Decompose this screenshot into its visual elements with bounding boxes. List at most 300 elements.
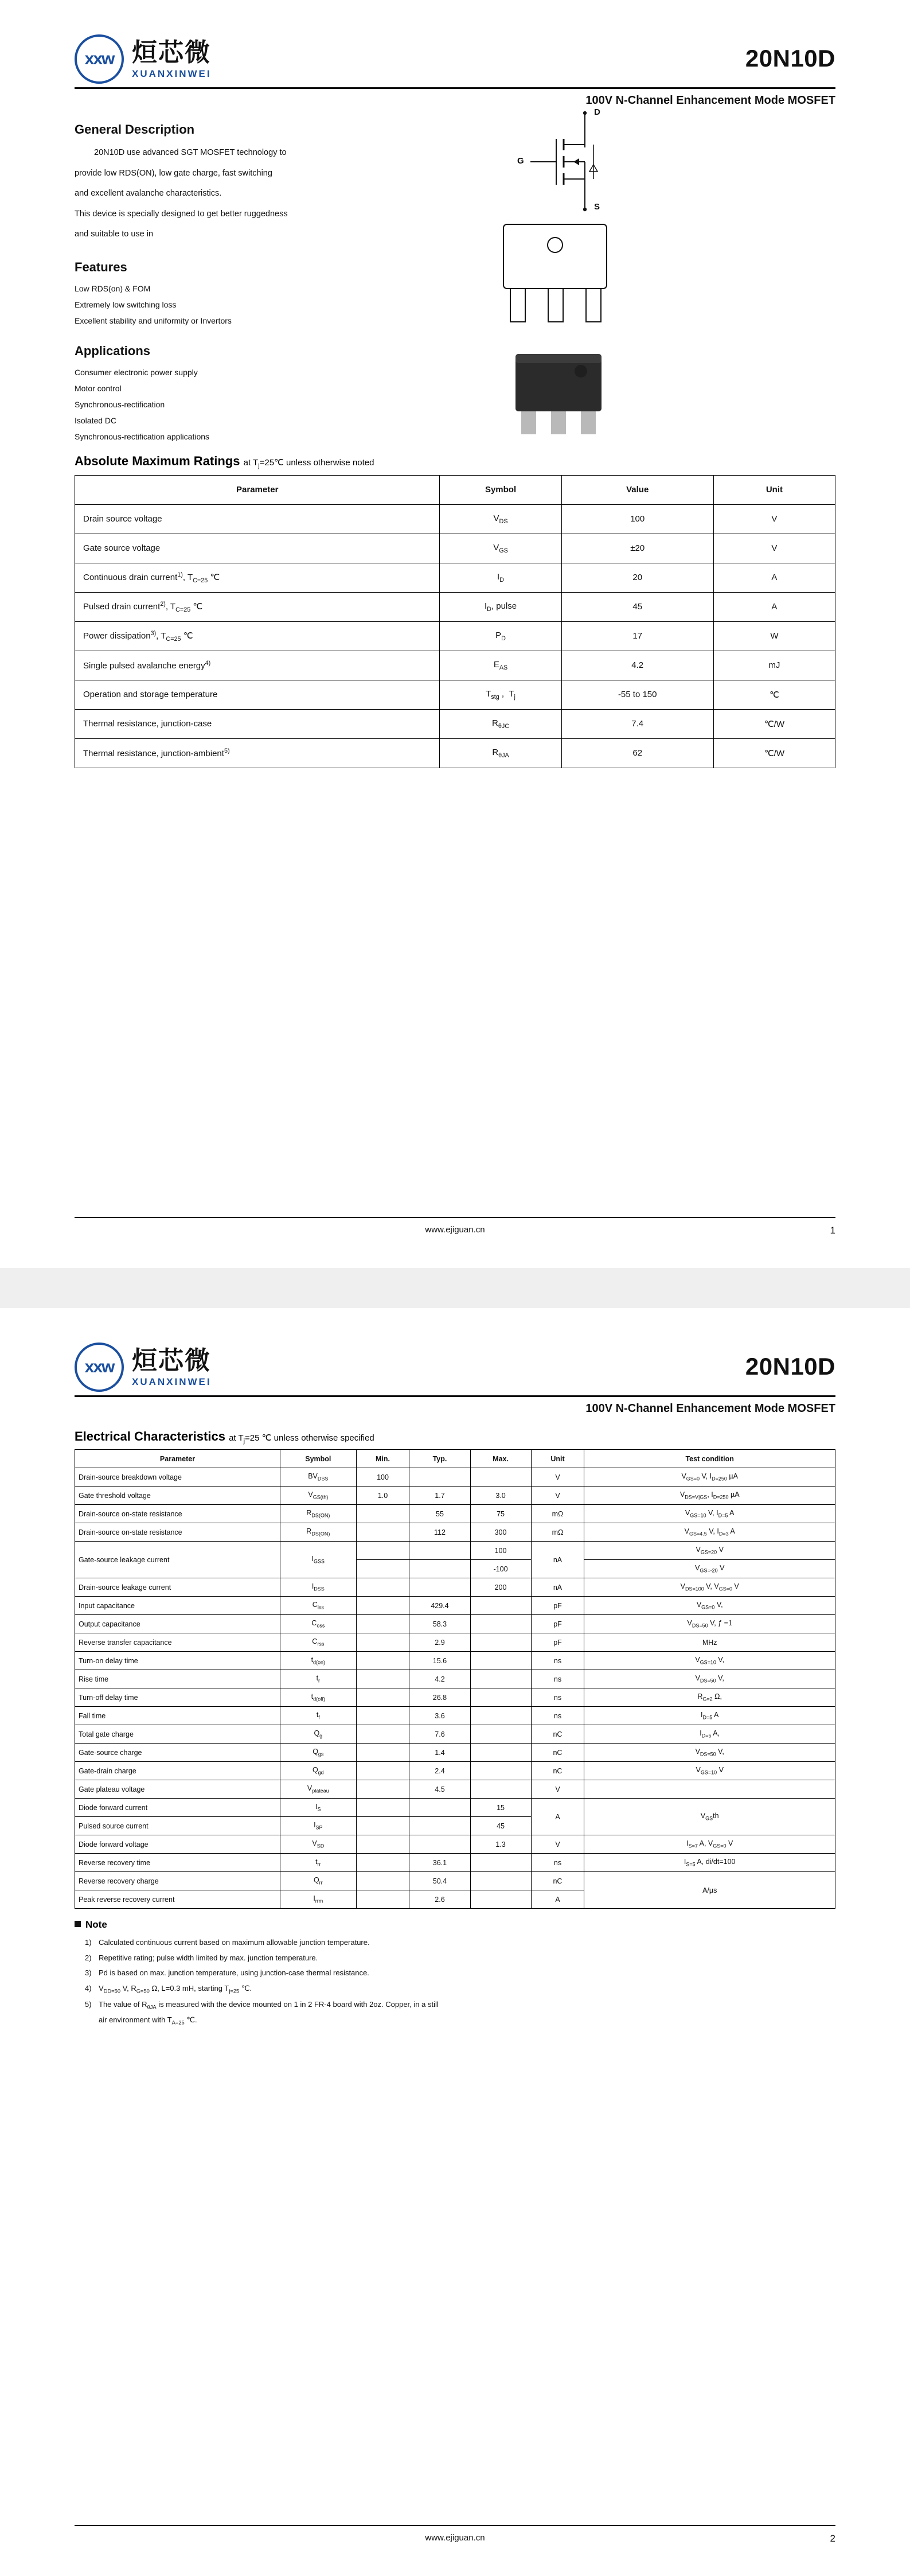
note-item — [75, 2013, 835, 2029]
ec-cell-typ: 36.1 — [409, 1854, 470, 1872]
ec-cell-min — [356, 1744, 409, 1762]
ec-cell-test-condition: $V_{DS=50}$ V, ƒ =1 — [584, 1615, 835, 1633]
ec-cell-min — [356, 1670, 409, 1688]
amr-cell-parameter: Power dissipation$^{3)}$, $T_{C=25}$ ℃ — [75, 621, 440, 651]
amr-cell-value: 7.4 — [561, 709, 713, 738]
amr-cell-unit: ℃/W — [713, 738, 835, 768]
list-item: Extremely low switching loss — [75, 299, 177, 309]
ec-cell-max — [470, 1854, 531, 1872]
gd-line-5: and suitable to use in — [75, 229, 154, 239]
ec-cell-unit: pF — [531, 1597, 584, 1615]
ec-cell-test-condition: $V_{GS=-20}$ V — [584, 1560, 835, 1578]
absolute-maximum-ratings-table — [75, 475, 835, 768]
header-divider — [75, 1395, 835, 1397]
ec-col-symbol: Symbol — [280, 1450, 357, 1468]
ec-cell-parameter: Input capacitance — [75, 1597, 280, 1615]
list-item: Synchronous-rectification applications — [75, 431, 210, 441]
table-header-row — [75, 1450, 835, 1468]
page-1-header — [75, 34, 835, 84]
logo-mark-icon — [75, 34, 124, 84]
amr-cell-symbol: $E_{AS}$ — [440, 651, 561, 680]
ec-cell-test-condition: $V_{GS}th$ — [584, 1799, 835, 1835]
ec-title: Electrical Characteristics — [75, 1429, 225, 1443]
ec-cell-min — [356, 1872, 409, 1890]
amr-cell-unit: A — [713, 563, 835, 592]
ec-cell-unit: nC — [531, 1762, 584, 1780]
note-item — [75, 1935, 835, 1951]
amr-cell-parameter: Pulsed drain current$^{2)}$, $T_{C=25}$ ℃ — [75, 592, 440, 621]
ec-cell-symbol: $t_{d(off)}$ — [280, 1688, 357, 1707]
company-name-cn: 烜芯微 — [132, 37, 211, 67]
ec-cell-parameter: Turn-off delay time — [75, 1688, 280, 1707]
table-row — [75, 1652, 835, 1670]
ec-cell-min — [356, 1707, 409, 1725]
list-item: Low RDS(on) & FOM — [75, 283, 151, 293]
ec-cell-min — [356, 1578, 409, 1597]
ec-cell-test-condition: $V_{GS=10}$ V — [584, 1762, 835, 1780]
table-row — [75, 563, 835, 592]
ec-cell-test-condition — [584, 1780, 835, 1799]
schematic-label-drain: D — [594, 107, 600, 117]
package-outline-drawing — [493, 221, 625, 336]
ec-cell-unit: A — [531, 1799, 584, 1835]
ec-cell-typ: 50.4 — [409, 1872, 470, 1890]
note-item — [75, 1997, 835, 2013]
ec-cell-max: 75 — [470, 1505, 531, 1523]
ec-cell-test-condition: A/µs — [584, 1872, 835, 1909]
ec-cell-typ — [409, 1578, 470, 1597]
ec-cell-parameter: Gate threshold voltage — [75, 1487, 280, 1505]
amr-cell-unit: W — [713, 621, 835, 651]
ec-cell-symbol: $Q_{rr}$ — [280, 1872, 357, 1890]
ec-cell-typ: 55 — [409, 1505, 470, 1523]
table-row — [75, 1542, 835, 1560]
footer-url: www.ejiguan.cn — [425, 1225, 485, 1235]
ec-cell-symbol: $Q_g$ — [280, 1725, 357, 1744]
ec-cell-min — [356, 1780, 409, 1799]
table-row — [75, 1688, 835, 1707]
ec-cell-max — [470, 1597, 531, 1615]
ec-cell-max — [470, 1872, 531, 1890]
ec-col-min: Min. — [356, 1450, 409, 1468]
ec-cell-max — [470, 1670, 531, 1688]
ec-cell-symbol: $C_{oss}$ — [280, 1615, 357, 1633]
ec-cell-unit: V — [531, 1468, 584, 1487]
intro-columns — [75, 107, 835, 445]
ec-cell-symbol: $V_{plateau}$ — [280, 1780, 357, 1799]
table-row — [75, 709, 835, 738]
ec-cell-max — [470, 1744, 531, 1762]
ec-cell-parameter: Fall time — [75, 1707, 280, 1725]
ec-cell-symbol: $C_{iss}$ — [280, 1597, 357, 1615]
note-text: Repetitive rating; pulse width limited by max. junction temperature. — [99, 1953, 318, 1962]
ec-cell-parameter: Diode forward voltage — [75, 1835, 280, 1854]
ec-cell-max — [470, 1707, 531, 1725]
ec-cell-test-condition: $V_{DS=50}$ V, — [584, 1670, 835, 1688]
amr-heading — [75, 454, 835, 469]
ec-cell-min — [356, 1505, 409, 1523]
page-1 — [0, 0, 910, 1268]
ec-cell-unit: nC — [531, 1872, 584, 1890]
ec-cell-min — [356, 1688, 409, 1707]
ec-cell-test-condition: $V_{DS=100}$ V, $V_{GS=0}$ V — [584, 1578, 835, 1597]
ec-cell-parameter: Gate plateau voltage — [75, 1780, 280, 1799]
ec-cell-test-condition: $I_{D=5}$ A — [584, 1707, 835, 1725]
table-row — [75, 621, 835, 651]
gd-line-2: provide low RDS(ON), low gate charge, fast switching — [75, 168, 272, 178]
features-list — [75, 281, 442, 329]
ec-cell-min — [356, 1560, 409, 1578]
ec-cell-parameter: Rise time — [75, 1670, 280, 1688]
ec-cell-parameter: Diode forward current — [75, 1799, 280, 1817]
ec-cell-max: 300 — [470, 1523, 531, 1542]
table-row — [75, 1762, 835, 1780]
ec-cell-max: 45 — [470, 1817, 531, 1835]
company-name-cn: 烜芯微 — [132, 1345, 211, 1375]
ec-heading — [75, 1429, 835, 1445]
ec-cell-typ — [409, 1817, 470, 1835]
amr-col-value: Value — [561, 475, 713, 504]
amr-cell-symbol: $I_D$ — [440, 563, 561, 592]
ec-cell-unit: nA — [531, 1542, 584, 1578]
page-2-header — [75, 1343, 835, 1392]
ec-cell-symbol: $t_{d(on)}$ — [280, 1652, 357, 1670]
note-text: Pd is based on max. junction temperature, using junction-case thermal resistance. — [99, 1968, 369, 1978]
note-item — [75, 1951, 835, 1966]
ec-cell-max: 15 — [470, 1799, 531, 1817]
note-number: 5) — [85, 1999, 92, 2009]
amr-cell-parameter: Drain source voltage — [75, 504, 440, 534]
gd-line-4: This device is specially designed to get better ruggedness — [75, 209, 288, 219]
page-number: 1 — [830, 1225, 835, 1236]
logo-text — [132, 37, 212, 79]
ec-cell-unit: nA — [531, 1578, 584, 1597]
ec-cell-max: 3.0 — [470, 1487, 531, 1505]
header-right — [745, 34, 835, 72]
ec-cell-max: -100 — [470, 1560, 531, 1578]
ec-cell-typ: 2.9 — [409, 1633, 470, 1652]
ec-cell-min — [356, 1725, 409, 1744]
ec-cell-typ: 26.8 — [409, 1688, 470, 1707]
amr-cell-value: ±20 — [561, 534, 713, 563]
ec-cell-test-condition: $V_{GS=10}$ V, $I_{D=5}$ A — [584, 1505, 835, 1523]
logo-mark-icon — [75, 1343, 124, 1392]
table-row — [75, 1835, 835, 1854]
ec-cell-parameter: Gate-source charge — [75, 1744, 280, 1762]
amr-cell-symbol: $I_D$, pulse — [440, 592, 561, 621]
part-number: 20N10D — [745, 45, 835, 72]
ec-col-parameter: Parameter — [75, 1450, 280, 1468]
ec-cell-symbol: $V_{GS(th)}$ — [280, 1487, 357, 1505]
ec-cell-test-condition: $I_{S=5}$ A, di/dt=100 — [584, 1854, 835, 1872]
schematic-label-gate: G — [517, 156, 524, 166]
company-name-en: XUANXINWEI — [132, 68, 212, 79]
mosfet-schematic — [487, 107, 835, 216]
amr-cell-value: -55 to 150 — [561, 680, 713, 709]
list-item: Motor control — [75, 383, 122, 393]
ec-cell-unit: V — [531, 1780, 584, 1799]
ec-cell-parameter: Peak reverse recovery current — [75, 1890, 280, 1909]
ec-cell-max — [470, 1780, 531, 1799]
table-row — [75, 504, 835, 534]
ec-cell-min: 100 — [356, 1468, 409, 1487]
ec-cell-typ: 112 — [409, 1523, 470, 1542]
ec-cell-min — [356, 1762, 409, 1780]
amr-cell-unit: V — [713, 504, 835, 534]
amr-cell-value: 100 — [561, 504, 713, 534]
ec-cell-typ: 1.7 — [409, 1487, 470, 1505]
square-bullet-icon — [75, 1921, 81, 1927]
notes-list — [75, 1935, 835, 2029]
amr-cell-unit: ℃/W — [713, 709, 835, 738]
ec-cell-parameter: Turn-on delay time — [75, 1652, 280, 1670]
note-text: The value of $R_{\theta JA}$ is measured with the device mounted on 1 in 2 FR-4 board with 2oz. Copper, in a still — [99, 1999, 439, 2010]
table-row — [75, 1707, 835, 1725]
ec-cell-symbol: $t_r$ — [280, 1670, 357, 1688]
amr-cell-parameter: Thermal resistance, junction-case — [75, 709, 440, 738]
table-row — [75, 1523, 835, 1542]
amr-cell-value: 17 — [561, 621, 713, 651]
applications-list — [75, 364, 442, 445]
amr-condition: at $T_j=25℃$ unless otherwise noted — [243, 457, 374, 469]
ec-cell-parameter: Gate-source leakage current — [75, 1542, 280, 1578]
table-row — [75, 1725, 835, 1744]
note-item — [75, 1966, 835, 1981]
amr-cell-symbol: $R_{\theta JA}$ — [440, 738, 561, 768]
ec-cell-min — [356, 1817, 409, 1835]
ec-cell-test-condition: $V_{GS=10}$ V, — [584, 1652, 835, 1670]
page-subtitle: 100V N-Channel Enhancement Mode MOSFET — [585, 1402, 835, 1415]
ec-cell-unit: V — [531, 1835, 584, 1854]
ec-cell-min — [356, 1799, 409, 1817]
page-number: 2 — [830, 2533, 835, 2544]
amr-cell-parameter: Thermal resistance, junction-ambient$^{5)}$ — [75, 738, 440, 768]
ec-condition: at $T_j=25$ ℃ unless otherwise specified — [229, 1433, 374, 1445]
ec-cell-test-condition: $V_{GS=0}$ V, — [584, 1597, 835, 1615]
amr-col-unit: Unit — [713, 475, 835, 504]
note-item — [75, 1981, 835, 1997]
ec-cell-parameter: Drain-source on-state resistance — [75, 1523, 280, 1542]
amr-cell-symbol: $R_{\theta JC}$ — [440, 709, 561, 738]
footer-url: www.ejiguan.cn — [425, 2533, 485, 2543]
amr-cell-unit: ℃ — [713, 680, 835, 709]
ec-cell-test-condition: $V_{DS=50}$ V, — [584, 1744, 835, 1762]
amr-cell-symbol: $V_{DS}$ — [440, 504, 561, 534]
ec-cell-typ: 3.6 — [409, 1707, 470, 1725]
ec-cell-symbol: $I_S$ — [280, 1799, 357, 1817]
logo-mark-text: xxw — [84, 49, 114, 68]
ec-cell-symbol: $Q_{gd}$ — [280, 1762, 357, 1780]
table-row — [75, 1633, 835, 1652]
ec-cell-symbol: $I_{rrm}$ — [280, 1890, 357, 1909]
note-heading — [75, 1919, 835, 1931]
ec-cell-typ — [409, 1468, 470, 1487]
amr-cell-unit: mJ — [713, 651, 835, 680]
ec-cell-symbol: $I_{SP}$ — [280, 1817, 357, 1835]
to252-outline-icon — [493, 221, 625, 336]
package-photo — [507, 349, 608, 435]
note-number: 1) — [85, 1938, 92, 1947]
table-row — [75, 651, 835, 680]
company-logo — [75, 1343, 212, 1392]
ec-cell-typ: 58.3 — [409, 1615, 470, 1633]
ec-cell-parameter: Pulsed source current — [75, 1817, 280, 1835]
table-row — [75, 680, 835, 709]
note-number: 4) — [85, 1983, 92, 1993]
header-divider — [75, 87, 835, 89]
ec-cell-min: 1.0 — [356, 1487, 409, 1505]
ec-cell-symbol: $V_{SD}$ — [280, 1835, 357, 1854]
table-row — [75, 1487, 835, 1505]
ec-cell-unit: ns — [531, 1688, 584, 1707]
ec-cell-unit: ns — [531, 1854, 584, 1872]
ec-cell-parameter: Reverse transfer capacitance — [75, 1633, 280, 1652]
gd-line-3: and excellent avalanche characteristics. — [75, 189, 222, 199]
ec-cell-max — [470, 1725, 531, 1744]
list-item: Excellent stability and uniformity or Invertors — [75, 316, 232, 325]
amr-cell-value: 4.2 — [561, 651, 713, 680]
ec-cell-unit: A — [531, 1890, 584, 1909]
ec-cell-min — [356, 1890, 409, 1909]
ec-cell-parameter: Reverse recovery charge — [75, 1872, 280, 1890]
gd-line-1: 20N10D use advanced SGT MOSFET technology to — [94, 148, 287, 157]
ec-cell-test-condition: $R_{G=2}$ Ω, — [584, 1688, 835, 1707]
list-item: Isolated DC — [75, 415, 117, 425]
ec-cell-typ — [409, 1799, 470, 1817]
table-row — [75, 1468, 835, 1487]
company-logo — [75, 34, 212, 84]
table-row — [75, 1578, 835, 1597]
ec-cell-parameter: Total gate charge — [75, 1725, 280, 1744]
ec-cell-typ: 429.4 — [409, 1597, 470, 1615]
note-number: 2) — [85, 1953, 92, 1962]
amr-cell-parameter: Gate source voltage — [75, 534, 440, 563]
logo-text — [132, 1345, 212, 1387]
ec-cell-symbol: $t_{rr}$ — [280, 1854, 357, 1872]
table-row — [75, 738, 835, 768]
page-gap — [0, 1268, 910, 1308]
amr-cell-symbol: $T_{stg}$ , $T_j$ — [440, 680, 561, 709]
ec-cell-parameter: Reverse recovery time — [75, 1854, 280, 1872]
ec-cell-test-condition: $V_{GS=20}$ V — [584, 1542, 835, 1560]
general-description-title: General Description — [75, 122, 195, 137]
ec-col-unit: Unit — [531, 1450, 584, 1468]
amr-cell-unit: A — [713, 592, 835, 621]
ec-col-test-condition: Test condition — [584, 1450, 835, 1468]
ec-cell-test-condition: $V_{GS=4.5}$ V, $I_{D=3}$ A — [584, 1523, 835, 1542]
ec-cell-parameter: Output capacitance — [75, 1615, 280, 1633]
ec-cell-max — [470, 1468, 531, 1487]
page-2 — [0, 1308, 910, 2576]
table-row — [75, 1597, 835, 1615]
ec-cell-min — [356, 1615, 409, 1633]
page-1-footer — [75, 1217, 835, 1235]
ec-cell-max — [470, 1890, 531, 1909]
table-row — [75, 1854, 835, 1872]
ec-cell-parameter: Drain-source on-state resistance — [75, 1505, 280, 1523]
ec-cell-test-condition: $V_{GS=0}$ V, $I_{D=250}$ µA — [584, 1468, 835, 1487]
ec-col-typ: Typ. — [409, 1450, 470, 1468]
ec-cell-max — [470, 1615, 531, 1633]
header-right — [745, 1343, 835, 1380]
amr-cell-parameter: Continuous drain current$^{1)}$, $T_{C=25}$ ℃ — [75, 563, 440, 592]
ec-cell-max — [470, 1633, 531, 1652]
ec-cell-max — [470, 1652, 531, 1670]
amr-cell-symbol: $V_{GS}$ — [440, 534, 561, 563]
mosfet-symbol-icon — [487, 107, 659, 216]
ec-cell-parameter: Gate-drain charge — [75, 1762, 280, 1780]
ec-cell-test-condition: $I_{S=7}$ A, $V_{GS=0}$ V — [584, 1835, 835, 1854]
note-text: Calculated continuous current based on maximum allowable junction temperature. — [99, 1938, 370, 1947]
ec-cell-typ — [409, 1560, 470, 1578]
note-number — [75, 2013, 99, 2029]
amr-title: Absolute Maximum Ratings — [75, 453, 240, 468]
amr-cell-value: 45 — [561, 592, 713, 621]
ec-cell-min — [356, 1597, 409, 1615]
note-text: air environment with $T_{A=25}$ ℃. — [99, 2015, 197, 2026]
ec-cell-max: 200 — [470, 1578, 531, 1597]
page-2-footer — [75, 2525, 835, 2543]
ec-cell-min — [356, 1633, 409, 1652]
ec-cell-symbol: $t_f$ — [280, 1707, 357, 1725]
page-subtitle: 100V N-Channel Enhancement Mode MOSFET — [585, 94, 835, 107]
ec-cell-symbol: $I_{DSS}$ — [280, 1578, 357, 1597]
ec-cell-typ: 2.6 — [409, 1890, 470, 1909]
table-row — [75, 1615, 835, 1633]
table-row — [75, 592, 835, 621]
note-text: $V_{DD=50}$ V, $R_{G=50}$ Ω, L=0.3 mH, starting $T_{j=25}$ ℃. — [99, 1983, 252, 1994]
ec-cell-unit: pF — [531, 1615, 584, 1633]
ec-col-max: Max. — [470, 1450, 531, 1468]
ec-cell-unit: nC — [531, 1725, 584, 1744]
ec-cell-symbol: $R_{DS(ON)}$ — [280, 1523, 357, 1542]
ec-cell-test-condition: $I_{D=5}$ A, — [584, 1725, 835, 1744]
amr-cell-parameter: Operation and storage temperature — [75, 680, 440, 709]
amr-cell-unit: V — [713, 534, 835, 563]
ec-cell-typ — [409, 1835, 470, 1854]
ec-cell-unit: mΩ — [531, 1523, 584, 1542]
logo-mark-text: xxw — [84, 1357, 114, 1376]
ec-cell-min — [356, 1652, 409, 1670]
ec-cell-symbol: $C_{rss}$ — [280, 1633, 357, 1652]
table-row — [75, 1872, 835, 1890]
amr-cell-symbol: $P_D$ — [440, 621, 561, 651]
part-number: 20N10D — [745, 1353, 835, 1380]
table-row — [75, 1780, 835, 1799]
ec-cell-typ: 15.6 — [409, 1652, 470, 1670]
ec-cell-typ: 2.4 — [409, 1762, 470, 1780]
ec-cell-parameter: Drain-source breakdown voltage — [75, 1468, 280, 1487]
schematic-label-source: S — [594, 202, 600, 212]
ec-cell-typ: 7.6 — [409, 1725, 470, 1744]
ec-cell-typ: 4.2 — [409, 1670, 470, 1688]
ec-cell-max — [470, 1762, 531, 1780]
ec-cell-max — [470, 1688, 531, 1707]
features-title: Features — [75, 259, 127, 274]
ec-cell-min — [356, 1854, 409, 1872]
ec-cell-min — [356, 1523, 409, 1542]
amr-col-parameter: Parameter — [75, 475, 440, 504]
electrical-characteristics-table — [75, 1449, 835, 1909]
table-row — [75, 1744, 835, 1762]
general-description-body — [75, 143, 442, 245]
amr-cell-parameter: Single pulsed avalanche energy$^{4)}$ — [75, 651, 440, 680]
note-title: Note — [85, 1919, 107, 1930]
ec-cell-max: 1.3 — [470, 1835, 531, 1854]
amr-cell-value: 20 — [561, 563, 713, 592]
applications-title: Applications — [75, 343, 151, 358]
ec-cell-test-condition: $V_{DS=V|GS}$, $I_{D=250}$ µA — [584, 1487, 835, 1505]
